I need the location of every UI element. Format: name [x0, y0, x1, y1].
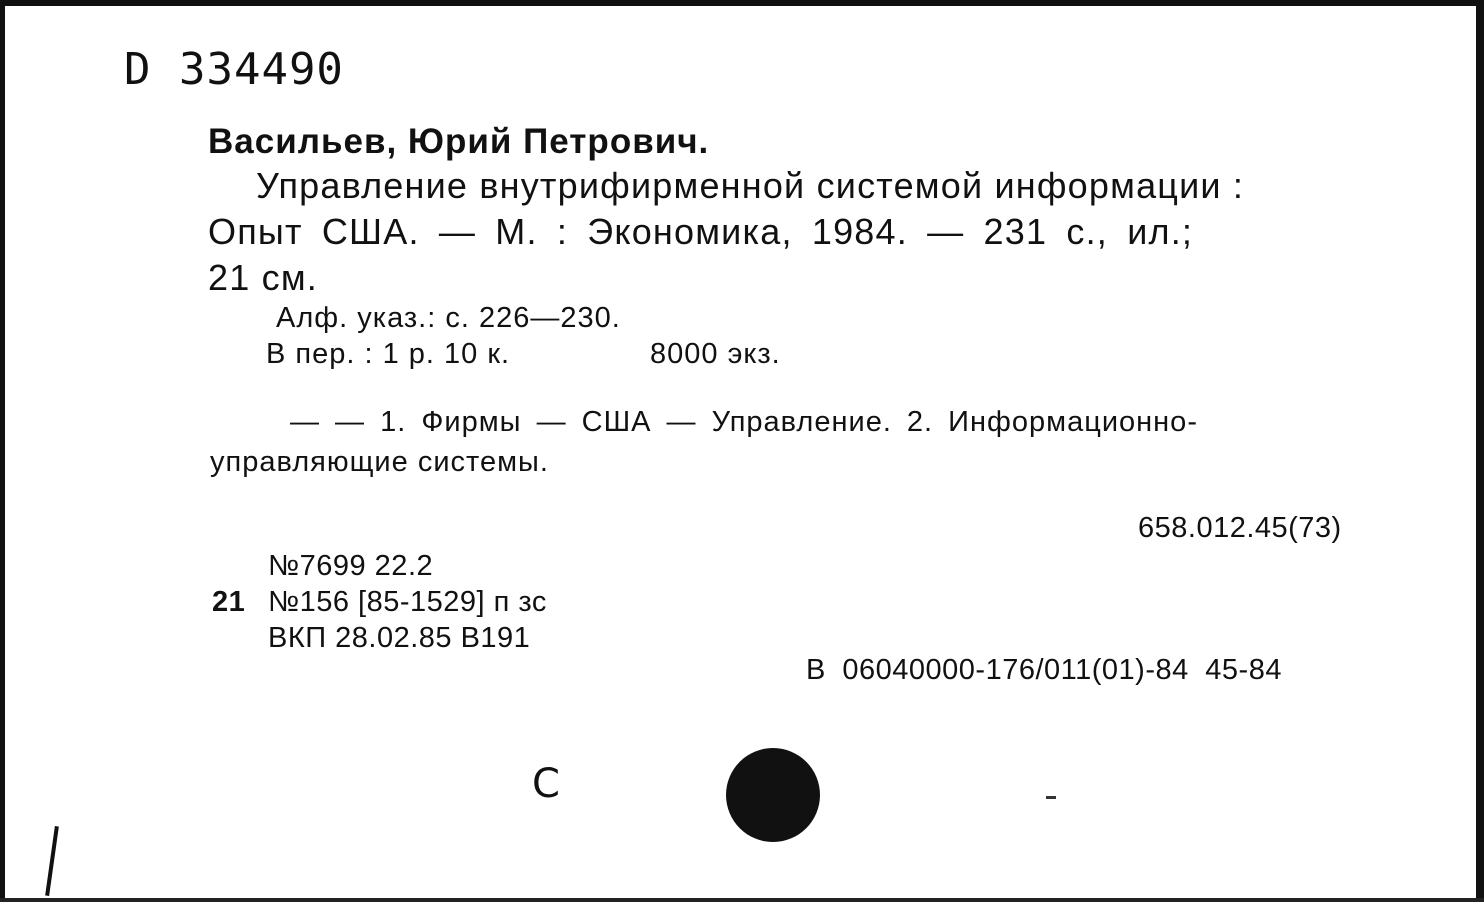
order-prefix: 21 [212, 586, 246, 618]
scan-edge-left [0, 0, 5, 902]
punched-hole [726, 748, 820, 842]
scan-edge-bottom [0, 898, 1484, 902]
title-line-2: Опыт США. — М. : Экономика, 1984. — 231 с., ил.; [208, 211, 1194, 252]
udc-code: 658.012.45(73) [1138, 512, 1342, 544]
title-line-3: 21 см. [208, 257, 318, 298]
pen-stroke-mark [45, 826, 59, 896]
index-note: Алф. указ.: с. 226—230. [276, 302, 621, 334]
title-line-1: Управление внутрифирменной системой информации : [256, 165, 1245, 206]
print-run: 8000 экз. [650, 338, 781, 370]
order-line-1: №7699 22.2 [268, 550, 434, 582]
stray-mark [1046, 796, 1056, 799]
author-heading: Васильев, Юрий Петрович. [208, 122, 710, 161]
scan-edge-top [0, 0, 1484, 6]
accession-number: D 334490 [124, 44, 344, 95]
catalog-code: В 06040000-176/011(01)-84 45-84 [806, 654, 1282, 686]
price-note: В пер. : 1 р. 10 к. [266, 338, 511, 370]
order-line-3: ВКП 28.02.85 В191 [268, 622, 531, 654]
subject-headings-line-2: управляющие системы. [210, 446, 549, 478]
shelf-letter: С [532, 761, 560, 807]
order-line-2: №156 [85-1529] п зс [268, 586, 547, 618]
scan-edge-right [1476, 0, 1484, 902]
subject-headings-line-1: — — 1. Фирмы — США — Управление. 2. Информационно- [290, 406, 1198, 438]
